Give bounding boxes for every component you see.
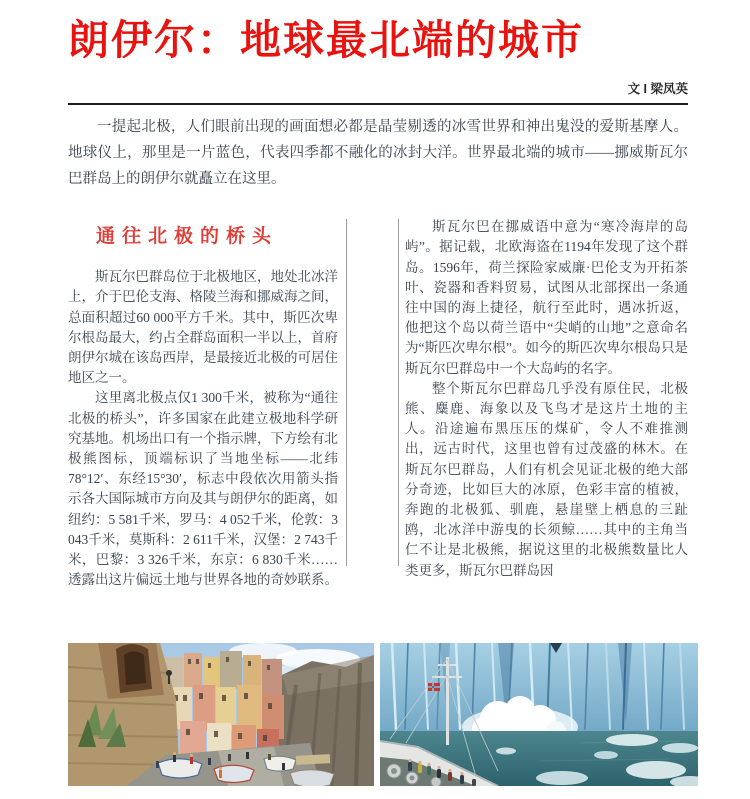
colorful-coastal-village-photo: [68, 643, 374, 786]
boat: [158, 759, 202, 778]
column-gutter: [338, 217, 405, 590]
photo-row: [68, 643, 698, 786]
glacier-wall-with-ship-photo: [380, 643, 698, 786]
two-column-body: [68, 217, 688, 590]
wall-lamp: [166, 670, 172, 676]
ship-mast: [446, 657, 449, 745]
boat-canopy: [296, 754, 330, 765]
right-column: [405, 217, 688, 590]
left-paragraph-1: 斯瓦尔巴群岛位于北极地区，地处北冰洋上，介于巴伦支海、格陵兰海和挪威海之间，总面积超过60 000平方千米。其中，斯匹次卑尔根岛最大，约占全群岛面积一半以上，首府朗伊尔城在该岛西岸，是最接近北极的可居住地区之一。: [68, 269, 338, 386]
page-content: [68, 0, 688, 590]
column-divider-right: [398, 219, 399, 566]
boat: [290, 770, 334, 786]
column-divider-left: [346, 219, 347, 566]
page-title: 朗伊尔：地球最北端的城市: [68, 17, 584, 63]
intro-paragraph: 一提起北极，人们眼前出现的画面想必都是晶莹剔透的冰雪世界和神出鬼没的爱斯基摩人。地球仪上，那里是一片蓝色，代表四季都不融化的冰封大洋。世界最北端的城市——挪威斯瓦尔巴群岛上的朗伊尔就矗立在这里。: [68, 119, 688, 188]
left-paragraph-2: 这里离北极点仅1 300千米，被称为“通往北极的桥头”，许多国家在此建立极地科学研究基地。机场出口有一个指示牌，下方绘有北极熊图标，顶端标识了当地坐标——北纬78°12′、东经15°30′，标志中段依次用箭头指示各大国际城市方向及其与朗伊尔的距离，如纽约：5 581千米，罗马：4 052千米，伦敦：3 043千米，莫斯科：2 611千米，汉堡：2 743千米，巴黎：3 326千米，东京：6 830千米……透露出这片偏远土地与世界各地的奇妙联系。: [68, 390, 338, 588]
right-paragraph-1: 斯瓦尔巴在挪威语中意为“寒冷海岸的岛屿”。据记载，北欧海盗在1194年发现了这个群岛。1596年，荷兰探险家威廉·巴伦支为开拓茶叶、瓷器和香料贸易，试图从北部探出一条通往中国的海上捷径，航行至此时，遇冰折返，他把这个岛以荷兰语中“尖峭的山地”之意命名为“斯匹次卑尔根”。如今的斯匹次卑尔根岛只是斯瓦尔巴群岛中一个大岛屿的名字。: [405, 219, 688, 376]
norwegian-flag: [428, 683, 440, 691]
header-rule: [68, 103, 688, 105]
section-heading: 通往北极的桥头: [96, 226, 279, 248]
left-column: [68, 217, 338, 590]
byline: 文 I 梁凤英: [627, 82, 688, 97]
right-paragraph-2: 整个斯瓦尔巴群岛几乎没有原住民，北极熊、麋鹿、海象以及飞鸟才是这片土地的主人。沿途遍布黑压压的煤矿，令人不难推测出，远古时代，这里也曾有过茂盛的林木。在斯瓦尔巴群岛，人们有机会见证北极的绝大部分奇迹，比如巨大的冰原，色彩丰富的植被，奔跑的北极狐、驯鹿，悬崖壁上栖息的三趾鸥，北冰洋中游曳的长须鲸……其中的主角当仁不让是北极熊，据说这里的北极熊数量比人类更多，斯瓦尔巴群岛因: [405, 380, 688, 578]
village-buildings: [163, 651, 284, 757]
